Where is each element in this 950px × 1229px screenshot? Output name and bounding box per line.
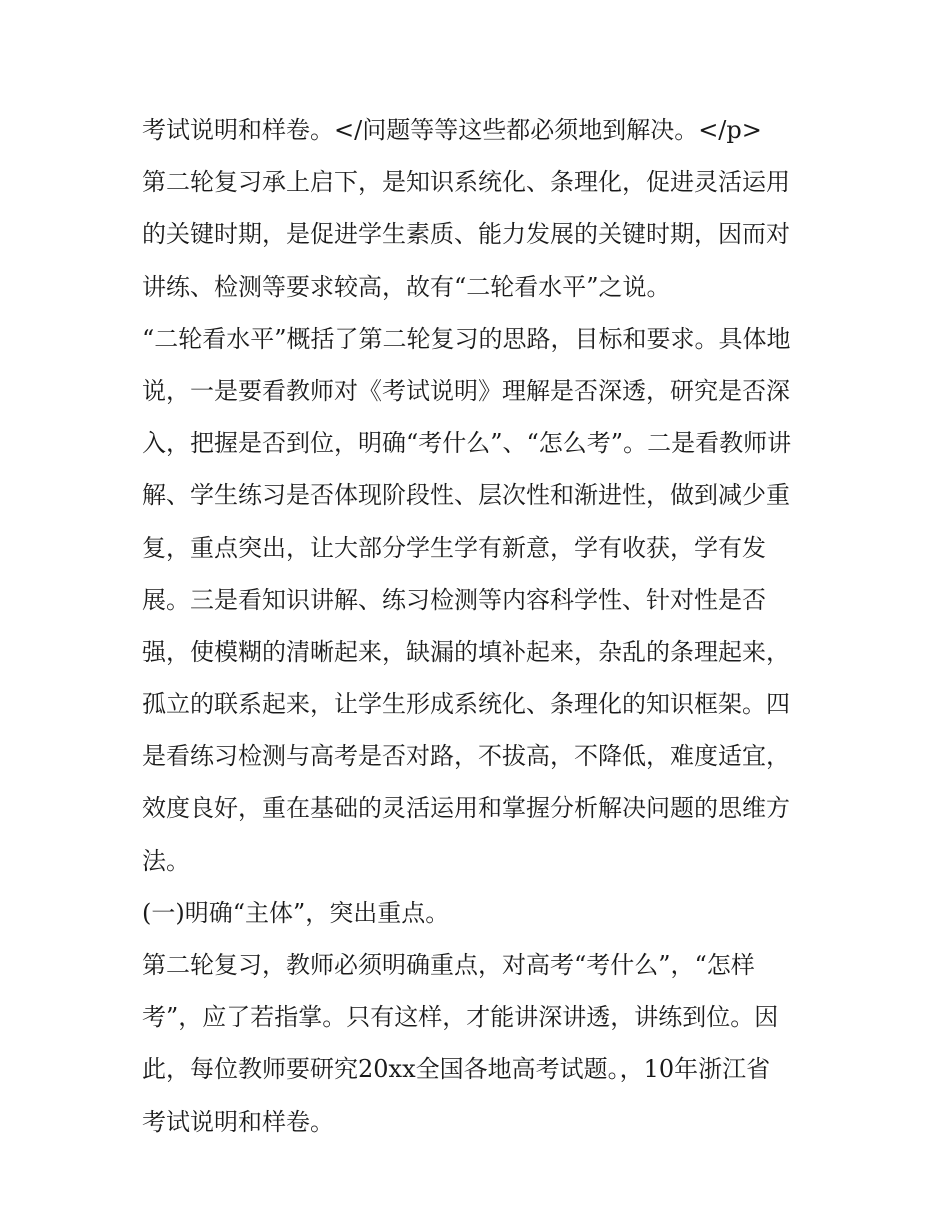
- text-line: 法。: [142, 846, 190, 875]
- document-body: [142, 104, 822, 1148]
- text-line: 第二轮复习，教师必须明确重点，对高考“考什么”，“怎样: [142, 951, 755, 979]
- text-line: 考试说明和样卷。: [142, 1107, 334, 1136]
- text-line: 复，重点突出，让大部分学生学有新意，学有收获，学有发: [142, 533, 766, 562]
- text-line: 是看练习检测与高考是否对路，不拔高，不降低，难度适宜，: [142, 742, 790, 771]
- text-line: 强，使模糊的清晰起来，缺漏的填补起来，杂乱的条理起来，: [142, 637, 790, 666]
- text-line: 解、学生练习是否体现阶段性、层次性和渐进性，做到减少重: [142, 481, 790, 510]
- text-line: 孤立的联系起来，让学生形成系统化、条理化的知识框架。四: [142, 690, 790, 719]
- text-line: 说，一是要看教师对《考试说明》理解是否深透，研究是否深: [142, 376, 790, 405]
- text-line: 考试说明和样卷。</问题等等这些都必须地到解决。</p>: [142, 116, 762, 144]
- text-line: 此，每位教师要研究20xx全国各地高考试题。，10年浙江省: [142, 1055, 771, 1084]
- text-line: (一)明确“主体”，突出重点。: [142, 898, 450, 927]
- text-line: 效度良好，重在基础的灵活运用和掌握分析解决问题的思维方: [142, 794, 790, 823]
- text-line: 第二轮复习承上启下，是知识系统化、条理化，促进灵活运用: [142, 168, 790, 197]
- text-line: 考”，应了若指掌。只有这样，才能讲深讲透，讲练到位。因: [142, 1003, 779, 1032]
- text-line: “二轮看水平”概括了第二轮复习的思路，目标和要求。具体地: [142, 324, 791, 353]
- text-line: 讲练、检测等要求较高，故有“二轮看水平”之说。: [142, 272, 671, 301]
- text-line: 展。三是看知识讲解、练习检测等内容科学性、针对性是否: [142, 585, 766, 614]
- text-line: 入，把握是否到位，明确“考什么”、“怎么考”。二是看教师讲: [142, 429, 792, 458]
- text-line: 的关键时期，是促进学生素质、能力发展的关键时期，因而对: [142, 220, 790, 249]
